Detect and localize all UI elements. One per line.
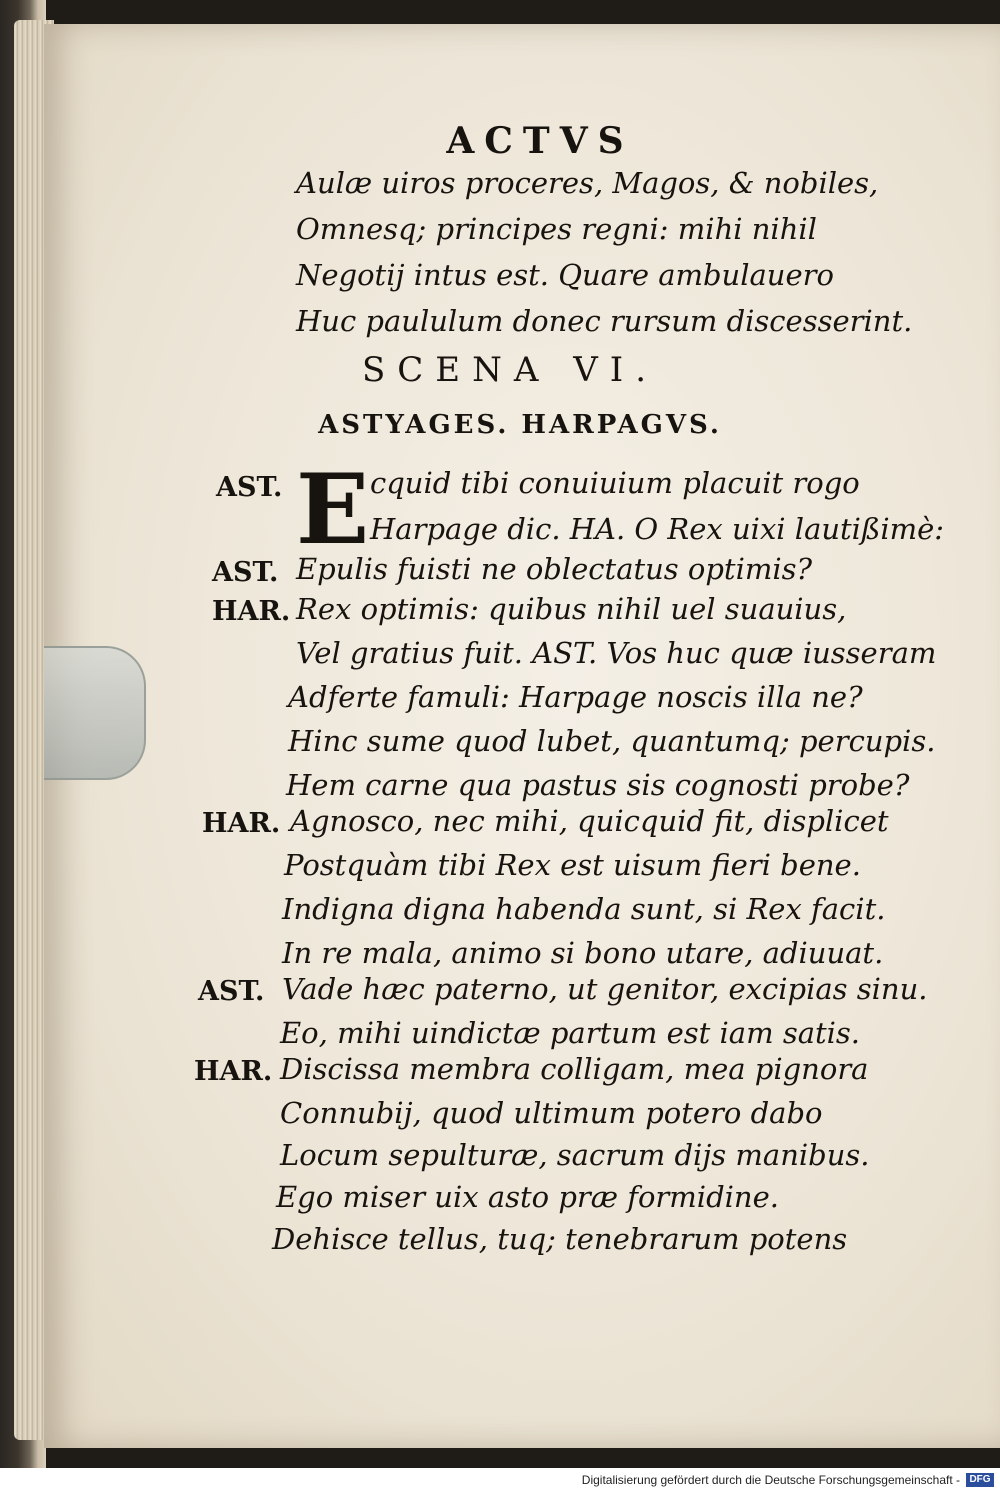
verse-line: Negotij intus est. Quare ambulauero xyxy=(296,258,834,292)
dialogue-line: Harpage dic. HA. O Rex uixi lautißimè: xyxy=(370,512,945,546)
speaker-label: AST. xyxy=(216,472,283,503)
dialogue-line: Discissa membra colligam, mea pignora xyxy=(280,1052,869,1086)
dialogue-line: Hem carne qua pastus sis cognosti probe? xyxy=(286,768,910,802)
dialogue-line: In re mala, animo si bono utare, adiuuat. xyxy=(282,936,884,970)
speaker-label: AST. xyxy=(212,557,279,588)
digitization-footer xyxy=(0,1468,1000,1492)
dialogue-line: cquid tibi conuiuium placuit rogo xyxy=(370,466,860,500)
dialogue-line: Hinc sume quod lubet, quantumq; percupis. xyxy=(288,724,936,758)
verse-line: Huc paululum donec rursum discesserint. xyxy=(296,304,913,338)
speaker-label: HAR. xyxy=(212,596,291,627)
dialogue-line: Dehisce tellus, tuq; tenebrarum potens xyxy=(272,1222,848,1256)
verse-line: Omnesq; principes regni: mihi nihil xyxy=(296,212,817,246)
verse-line: Aulæ uiros proceres, Magos, & nobiles, xyxy=(296,166,879,200)
dialogue-line: Postquàm tibi Rex est uisum fieri bene. xyxy=(284,848,861,882)
dialogue-line: Agnosco, nec mihi, quicquid fit, displicet xyxy=(290,804,889,838)
dialogue-line: Rex optimis: quibus nihil uel suauius, xyxy=(296,592,847,626)
speaker-label: AST. xyxy=(198,976,265,1007)
dialogue-line: Epulis fuisti ne oblectatus optimis? xyxy=(296,552,813,586)
scene-heading: SCENA VI. xyxy=(361,350,659,390)
dialogue-line: Vade hæc paterno, ut genitor, excipias sinu. xyxy=(282,972,928,1006)
speaker-label: HAR. xyxy=(194,1056,273,1087)
drop-capital: E xyxy=(296,453,370,566)
characters-heading: ASTYAGES. HARPAGVS. xyxy=(318,410,722,440)
dfg-logo: DFG xyxy=(966,1473,994,1487)
dialogue-line: Adferte famuli: Harpage noscis illa ne? xyxy=(288,680,863,714)
dialogue-line: Connubij, quod ultimum potero dabo xyxy=(280,1096,823,1130)
dialogue-line: Eo, mihi uindictæ partum est iam satis. xyxy=(280,1016,861,1050)
act-heading: ACTVS xyxy=(446,120,634,162)
dialogue-line: Ego miser uix asto præ formidine. xyxy=(276,1180,779,1214)
dialogue-line: Vel gratius fuit. AST. Vos huc quæ iusseram xyxy=(296,636,937,670)
dialogue-line: Locum sepulturæ, sacrum dijs manibus. xyxy=(280,1138,870,1172)
dialogue-line: Indigna digna habenda sunt, si Rex facit. xyxy=(282,892,886,926)
funding-credit: Digitalisierung gefördert durch die Deutsche Forschungsgemeinschaft - xyxy=(581,1473,960,1487)
speaker-label: HAR. xyxy=(202,808,281,839)
